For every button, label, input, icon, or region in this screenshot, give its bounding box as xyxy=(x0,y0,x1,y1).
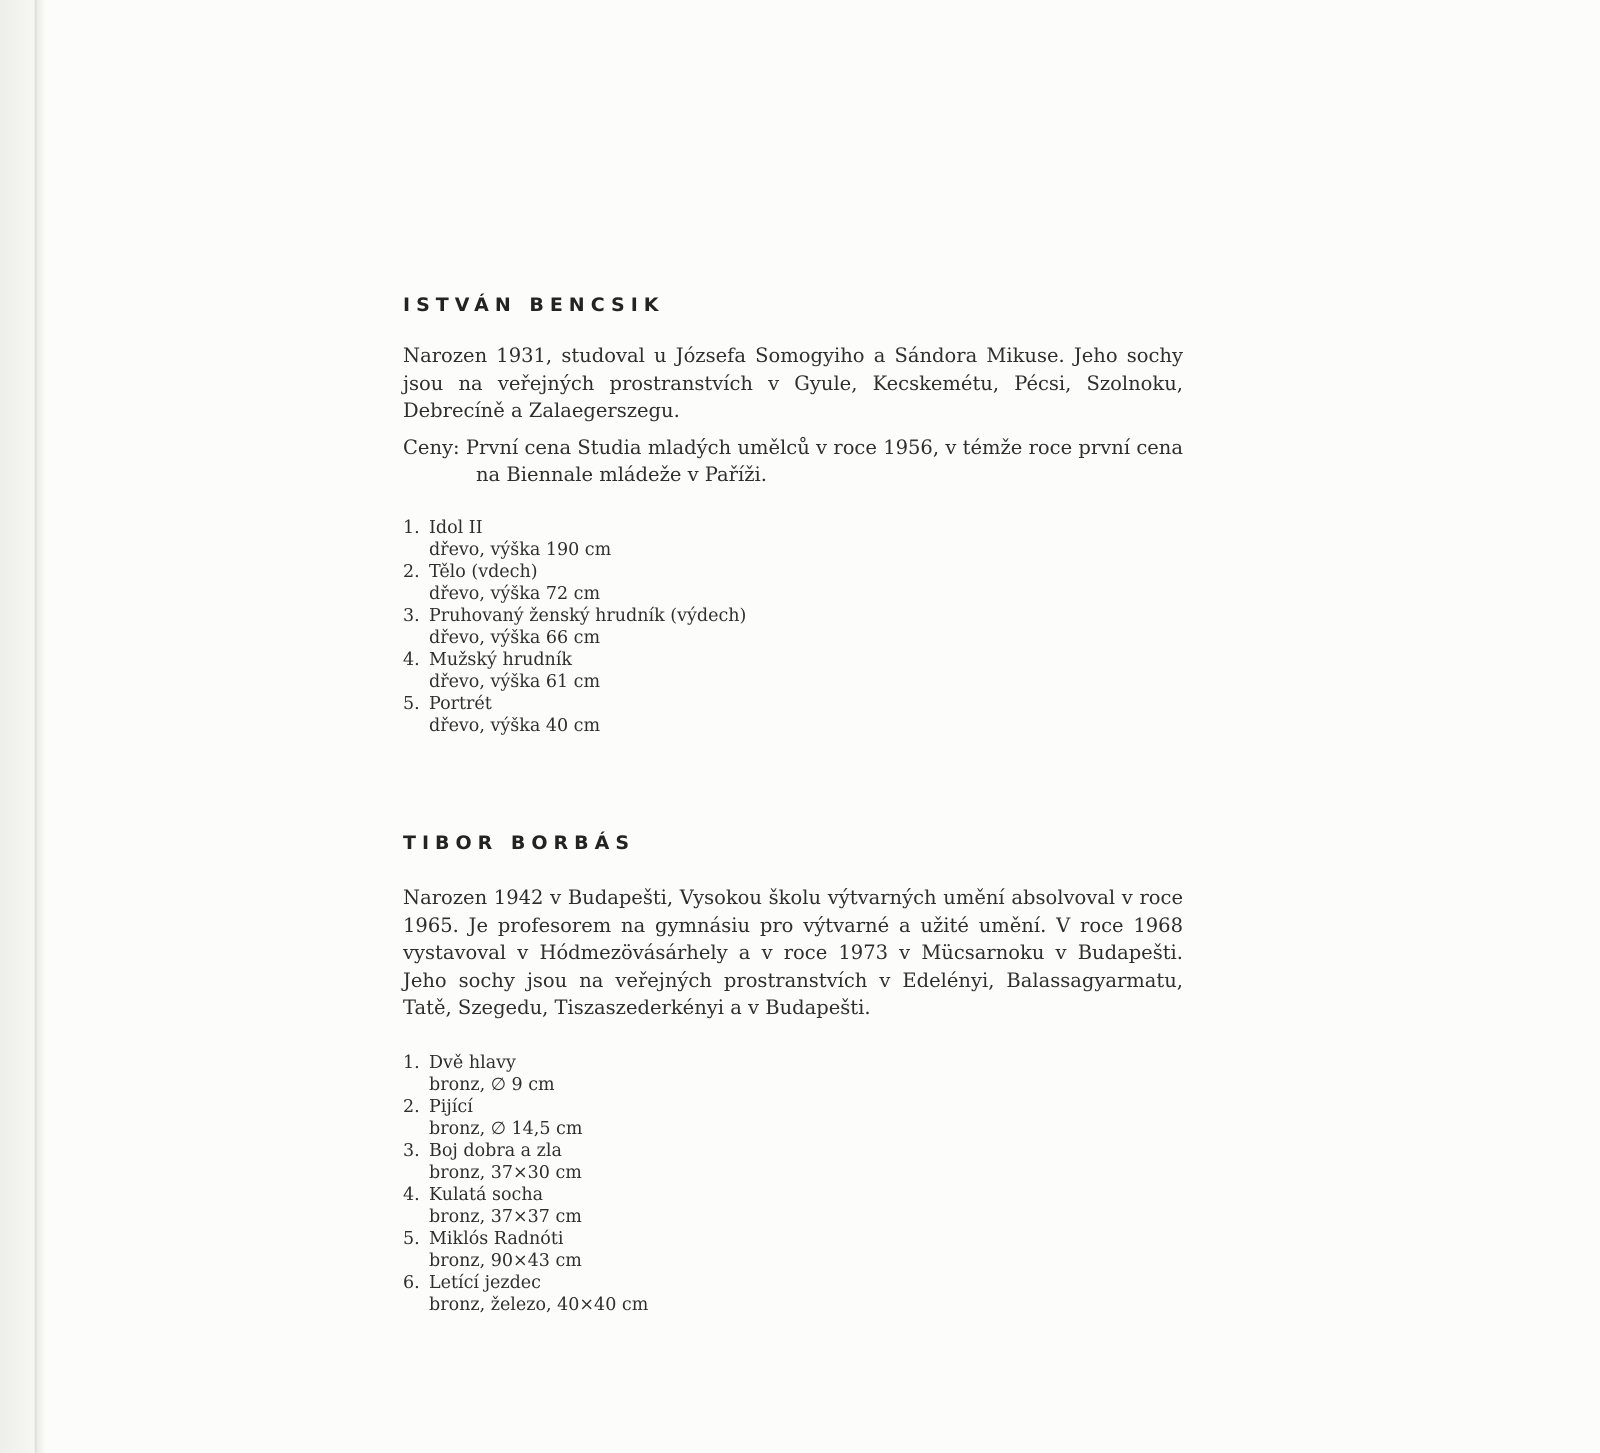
list-item xyxy=(403,1096,1183,1140)
work-number: 2. xyxy=(403,1096,420,1117)
work-title: Miklós Radnóti xyxy=(429,1228,564,1249)
work-title: Portrét xyxy=(429,693,492,714)
work-description: bronz, ∅ 14,5 cm xyxy=(429,1118,583,1139)
work-description: bronz, 90×43 cm xyxy=(429,1250,582,1271)
prizes-text: První cena Studia mladých umělců v roce 1956, v témže roce první cena na Biennale mládeže v Paříži. xyxy=(465,435,1183,486)
work-number: 4. xyxy=(403,649,420,670)
artist-bio: Narozen 1942 v Budapešti, Vysokou školu výtvarných umění absolvoval v roce 1965. Je profesorem na gymnásiu pro výtvarné a užité umění. V roce 1968 vystavoval v Hódmezövásárhely a v roce 1973 v Mücsarnoku v Budapešti. Jeho sochy jsou na veřejných prostranstvích v Edelényi, Balassagyarmatu, Tatě, Szegedu, Tiszaszederkényi a v Budapešti. xyxy=(403,886,1183,1019)
list-item xyxy=(403,1272,1183,1316)
list-item xyxy=(403,561,1183,605)
work-number: 4. xyxy=(403,1184,420,1205)
work-description: dřevo, výška 66 cm xyxy=(429,627,601,648)
list-item xyxy=(403,605,1183,649)
list-item xyxy=(403,1184,1183,1228)
work-title: Kulatá socha xyxy=(429,1184,544,1205)
work-number: 3. xyxy=(403,605,420,626)
prizes xyxy=(403,434,1183,489)
work-description: bronz, železo, 40×40 cm xyxy=(429,1294,649,1315)
work-title: Dvě hlavy xyxy=(429,1052,516,1073)
work-title: Pijící xyxy=(429,1096,473,1117)
artist-section-bencsik xyxy=(403,288,1183,737)
works-list xyxy=(403,517,1183,737)
work-description: dřevo, výška 190 cm xyxy=(429,539,612,560)
list-item xyxy=(403,1052,1183,1096)
list-item xyxy=(403,1140,1183,1184)
list-item xyxy=(403,1228,1183,1272)
page-binding-edge xyxy=(0,0,46,1453)
work-title: Idol II xyxy=(429,517,483,538)
work-number: 2. xyxy=(403,561,420,582)
work-number: 1. xyxy=(403,1052,420,1073)
prizes-label: Ceny: xyxy=(403,435,460,459)
work-number: 6. xyxy=(403,1272,420,1293)
work-number: 3. xyxy=(403,1140,420,1161)
work-number: 5. xyxy=(403,693,420,714)
artist-name: ISTVÁN BENCSIK xyxy=(403,294,665,316)
list-item xyxy=(403,693,1183,737)
artist-bio: Narozen 1931, studoval u Józsefa Somogyiho a Sándora Mikuse. Jeho sochy jsou na veřejných prostranstvích v Gyule, Kecskemétu, Pécsi, Szolnoku, Debrecíně a Zalaegerszegu. xyxy=(403,344,1183,422)
list-item xyxy=(403,517,1183,561)
work-description: dřevo, výška 61 cm xyxy=(429,671,601,692)
work-description: bronz, 37×30 cm xyxy=(429,1162,582,1183)
works-list xyxy=(403,1052,1183,1316)
work-title: Mužský hrudník xyxy=(429,649,573,670)
work-description: dřevo, výška 72 cm xyxy=(429,583,601,604)
work-description: dřevo, výška 40 cm xyxy=(429,715,601,736)
list-item xyxy=(403,649,1183,693)
work-description: bronz, ∅ 9 cm xyxy=(429,1074,555,1095)
artist-name: TIBOR BORBÁS xyxy=(403,832,636,854)
work-description: bronz, 37×37 cm xyxy=(429,1206,582,1227)
artist-section-borbas xyxy=(403,826,1183,1316)
work-title: Letící jezdec xyxy=(429,1272,541,1293)
work-title: Pruhovaný ženský hrudník (výdech) xyxy=(429,605,747,626)
work-title: Tělo (vdech) xyxy=(429,561,538,582)
work-number: 5. xyxy=(403,1228,420,1249)
work-number: 1. xyxy=(403,517,420,538)
work-title: Boj dobra a zla xyxy=(429,1140,562,1161)
